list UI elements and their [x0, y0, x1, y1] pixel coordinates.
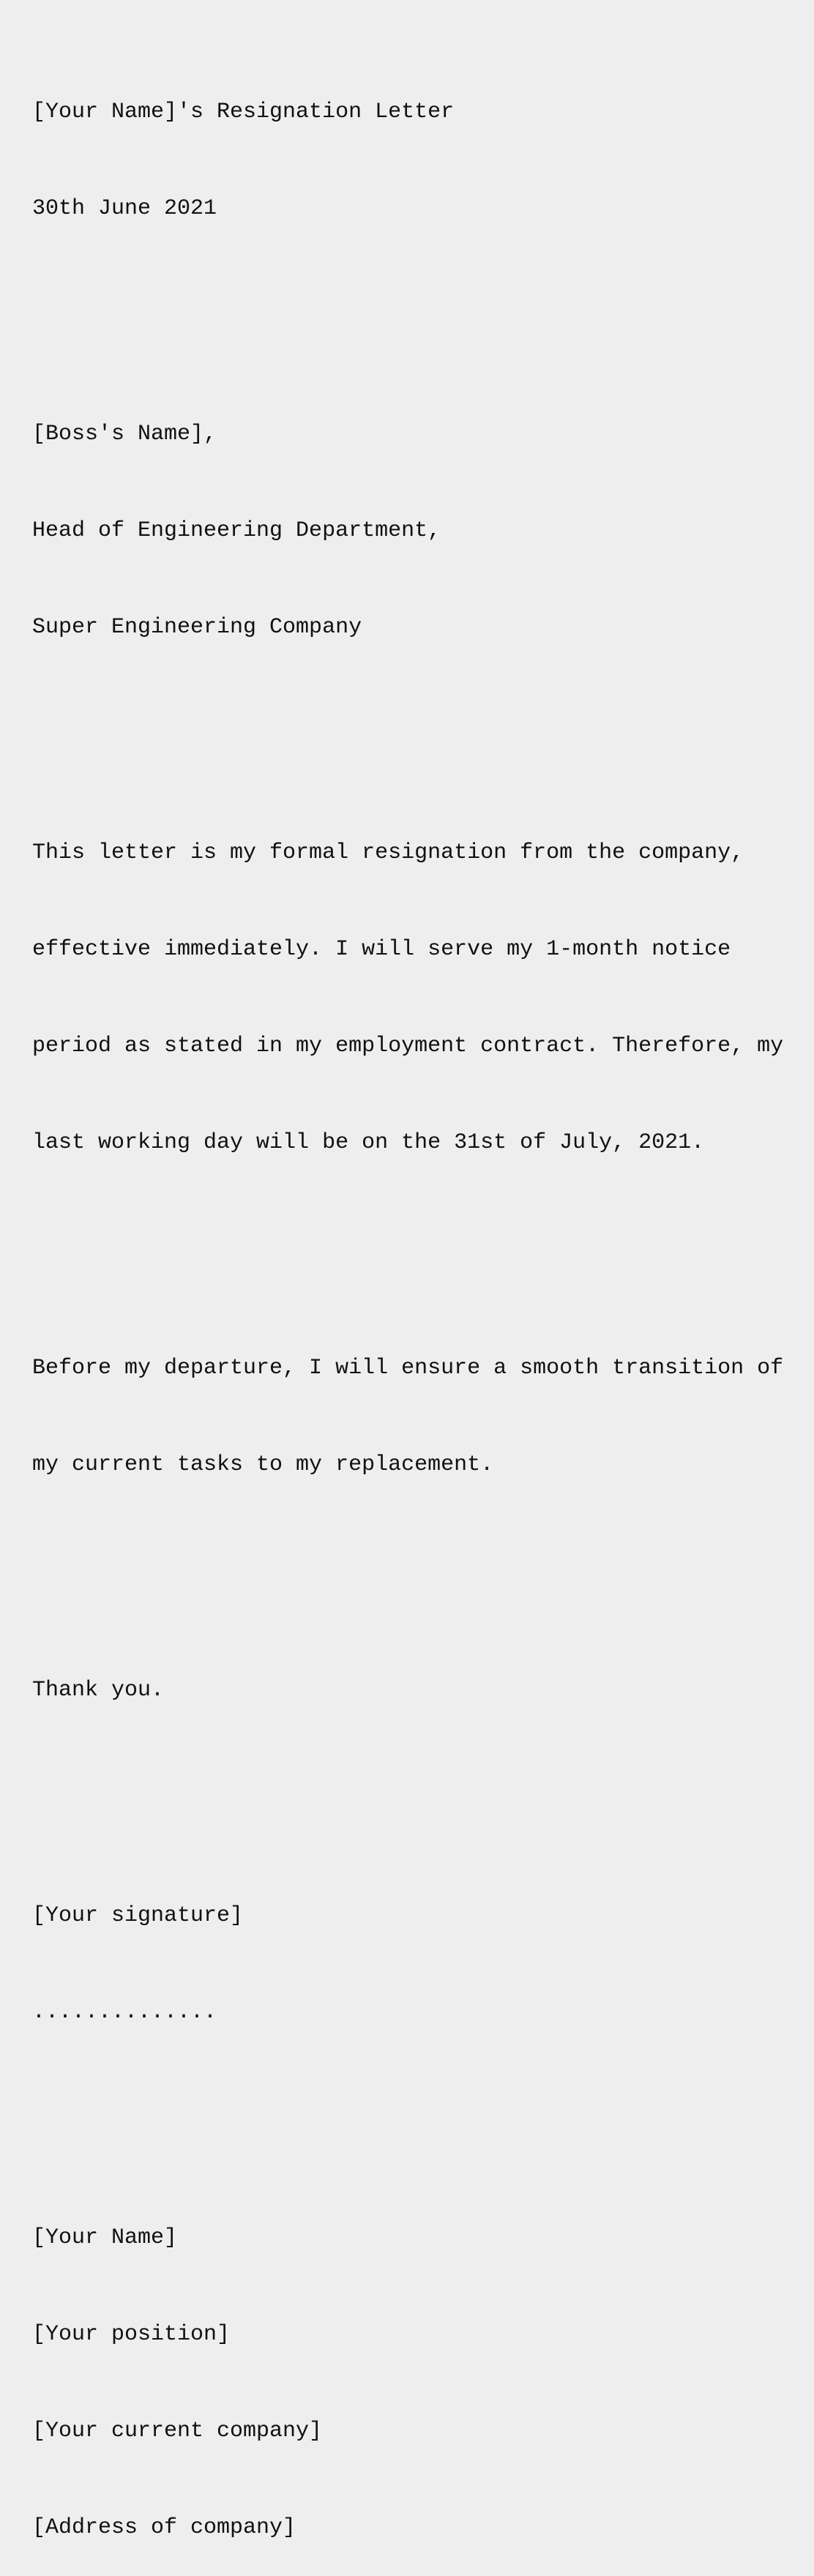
- sender-address: [Address of company]: [32, 2515, 296, 2540]
- spacer: [32, 1223, 783, 1255]
- closing: Thank you.: [32, 1678, 165, 1703]
- letter-title: [Your Name]'s Resignation Letter: [32, 100, 455, 124]
- signature-line: ..............: [32, 2000, 217, 2025]
- body-paragraph-1-line: last working day will be on the 31st of July, 2021.: [32, 1130, 705, 1155]
- sender-position: [Your position]: [32, 2322, 231, 2347]
- spacer: [32, 2093, 783, 2125]
- body-paragraph-2-line: my current tasks to my replacement.: [32, 1452, 494, 1477]
- body-paragraph-1-line: This letter is my formal resignation from the company,: [32, 840, 744, 865]
- body-paragraph-1-line: period as stated in my employment contract. Therefore, my: [32, 1034, 784, 1059]
- recipient-company: Super Engineering Company: [32, 615, 362, 640]
- signature-label: [Your signature]: [32, 1903, 244, 1928]
- recipient-title: Head of Engineering Department,: [32, 518, 441, 543]
- resignation-letter: [32, 31, 783, 2576]
- spacer: [32, 1771, 783, 1803]
- sender-name: [Your Name]: [32, 2225, 178, 2250]
- spacer: [32, 289, 783, 321]
- body-paragraph-2-line: Before my departure, I will ensure a smooth transition of: [32, 1356, 784, 1381]
- spacer: [32, 1545, 783, 1578]
- spacer: [32, 708, 783, 740]
- sender-company: [Your current company]: [32, 2419, 323, 2444]
- body-paragraph-1-line: effective immediately. I will serve my 1-month notice: [32, 937, 731, 962]
- letter-date: 30th June 2021: [32, 196, 217, 221]
- recipient-name: [Boss's Name],: [32, 422, 217, 447]
